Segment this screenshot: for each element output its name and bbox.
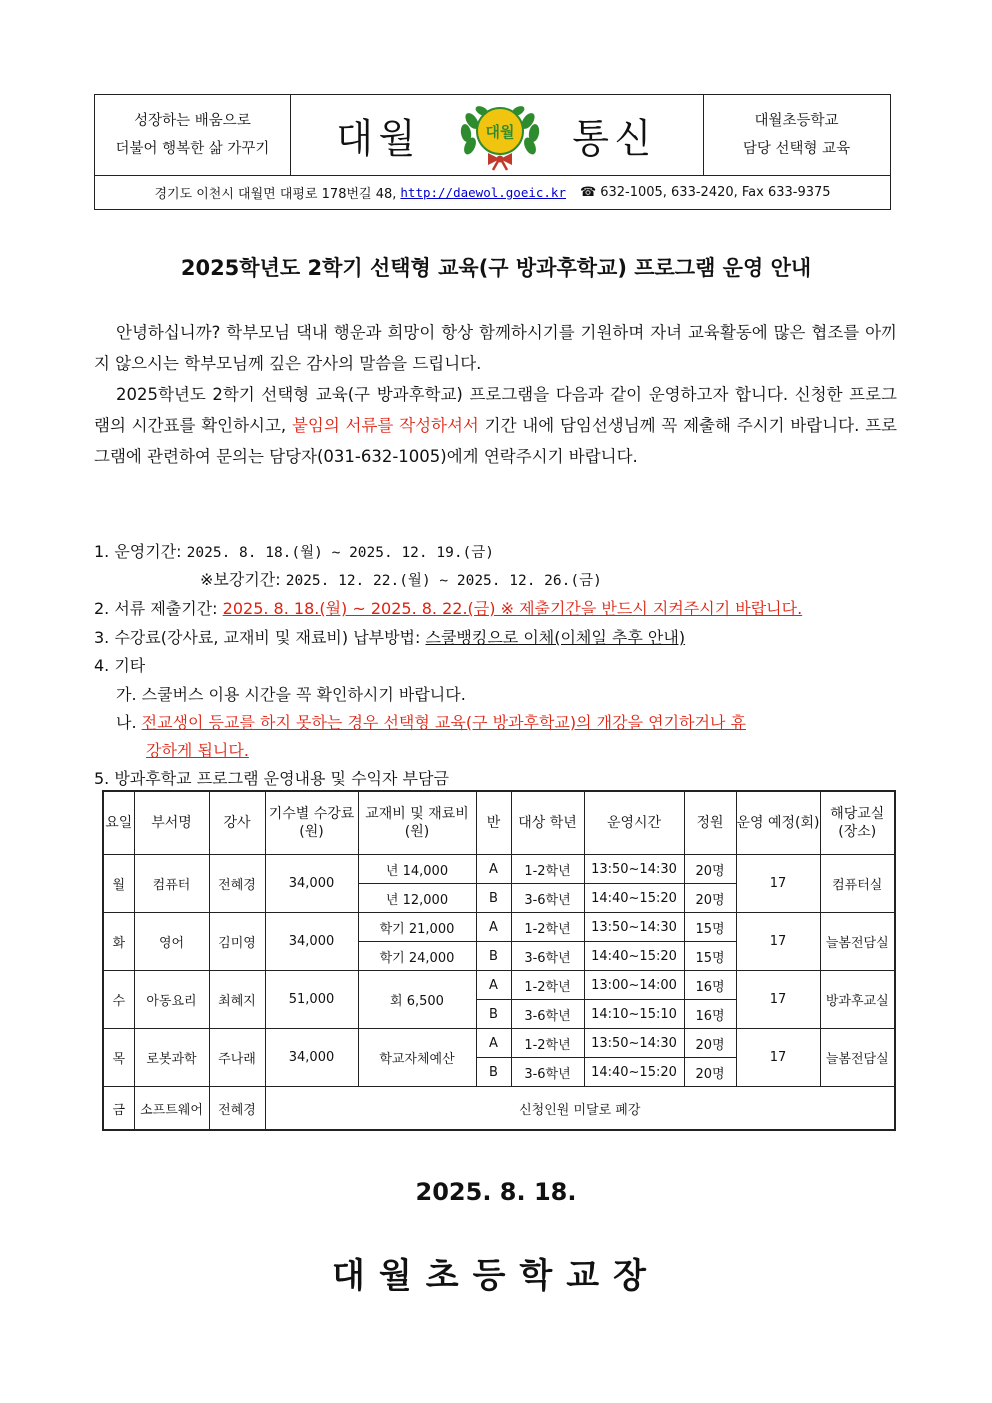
masthead-title-right: 통신 [571,115,657,162]
header-room: 해당교실 (장소) [820,791,895,855]
cell-time: 14:40~15:20 [584,884,684,913]
intro-text-2b: 기간 내에 담임선생님께 꼭 제출해 주시기 바랍니다. 프로그램에 관련하여 문의는 담당자(031-632-1005)에게 연락주시기 바랍니다. [94,416,897,466]
item-submission [94,596,802,619]
cell-capacity: 16명 [684,971,736,1000]
item-etc: 4. 기타 [94,656,146,675]
cell-room: 늘봄전담실 [820,913,895,971]
cell-fee: 51,000 [265,971,358,1029]
cell-sessions: 17 [736,855,820,913]
cell-grade: 1-2학년 [511,1029,584,1058]
cell-fee: 34,000 [265,913,358,971]
cell-time: 14:10~15:10 [584,1000,684,1029]
closure-prefix: 나. [116,713,142,732]
closure-line-2: 강하게 됩니다. [146,741,249,760]
cell-sessions: 17 [736,913,820,971]
period-label: 1. 운영기간: [94,542,187,561]
motto-line-2: 더불어 행복한 삶 가꾸기 [115,141,270,157]
cell-day: 금 [103,1087,134,1131]
header-capacity: 정원 [684,791,736,855]
item-etc-bus: 가. 스쿨버스 이용 시간을 꼭 확인하시기 바랍니다. [116,685,466,704]
cell-capacity: 20명 [684,884,736,913]
cell-capacity: 15명 [684,913,736,942]
header-fee: 기수별 수강료(원) [265,791,358,855]
program-schedule-table [102,790,896,1131]
item-period [94,539,494,562]
cell-material: 학교자체예산 [358,1029,476,1087]
payment-value: 스쿨뱅킹으로 이체(이체일 추후 안내) [425,628,686,647]
cell-day: 월 [103,855,134,913]
header-day: 요일 [103,791,134,855]
cell-time: 14:40~15:20 [584,942,684,971]
emblem-text: 대월 [485,123,514,141]
table-row [103,913,895,942]
cell-room: 컴퓨터실 [820,855,895,913]
header-dept: 부서명 [134,791,209,855]
cell-capacity: 20명 [684,855,736,884]
cell-teacher: 최혜지 [209,971,265,1029]
cell-capacity: 20명 [684,1029,736,1058]
phone-numbers: 632-1005, 633-2420, Fax 633-9375 [600,185,831,200]
masthead [290,95,704,175]
cell-grade: 3-6학년 [511,942,584,971]
issue-date: 2025. 8. 18. [415,1178,577,1206]
cell-sessions: 17 [736,1029,820,1087]
cell-day: 수 [103,971,134,1029]
cell-dept: 아동요리 [134,971,209,1029]
cell-fee: 34,000 [265,855,358,913]
table-row [103,1029,895,1058]
item-payment [94,625,685,648]
item-program-table-title: 5. 방과후학교 프로그램 운영내용 및 수익자 부담금 [94,769,449,788]
cell-grade: 1-2학년 [511,913,584,942]
cell-material: 학기 21,000 [358,913,476,942]
cell-class: A [476,855,511,884]
cell-class: A [476,913,511,942]
makeup-label: ※보강기간: [200,570,286,589]
intro-highlight: 붙임의 서류를 작성하셔서 [291,416,479,435]
header-teacher: 강사 [209,791,265,855]
period-value: 2025. 8. 18.(월) ~ 2025. 12. 19.(금) [186,545,495,561]
cell-class: B [476,884,511,913]
item-etc-closure-cont [146,738,249,761]
cell-grade: 3-6학년 [511,1000,584,1029]
intro-text-2a: 2025학년도 2학기 선택형 교육(구 방과후학교) 프로그램을 다음과 같이 운영하고자 합니다. 신청한 프로그램의 시간표를 확인하시고, [94,385,897,435]
address-bar [95,175,890,209]
cell-sessions: 17 [736,971,820,1029]
masthead-title-left: 대월 [336,115,422,162]
header-grade: 대상 학년 [511,791,584,855]
cell-time: 13:50~14:30 [584,855,684,884]
cell-time: 13:50~14:30 [584,913,684,942]
closure-line-1: 전교생이 등교를 하지 못하는 경우 선택형 교육(구 방과후학교)의 개강을 연기하거나 휴 [141,713,746,732]
address: 경기도 이천시 대월면 대평로 178번길 48, [154,187,397,202]
cell-fee: 34,000 [265,1029,358,1087]
cell-grade: 1-2학년 [511,855,584,884]
submission-value: 2025. 8. 18.(월) ~ 2025. 8. 22.(금) ※ 제출기간을 반드시 지켜주시기 바랍니다. [222,599,803,618]
cell-cancel-note: 신청인원 미달로 폐강 [265,1087,895,1131]
department: 담당 선택형 교육 [742,141,851,157]
payment-label: 3. 수강료(강사료, 교재비 및 재료비) 납부방법: [94,628,426,647]
table-row [103,971,895,1000]
motto-line-1: 성장하는 배움으로 [134,113,251,129]
header-sessions: 운영 예정(회) [736,791,820,855]
cell-time: 13:50~14:30 [584,1029,684,1058]
cell-material: 년 12,000 [358,884,476,913]
cell-class: B [476,1058,511,1087]
cell-dept: 소프트웨어 [134,1087,209,1131]
cell-teacher: 전혜경 [209,855,265,913]
intro-paragraph-1 [94,317,897,379]
cell-teacher: 주나래 [209,1029,265,1087]
table-row [103,855,895,884]
school-motto [95,95,291,175]
cell-teacher: 김미영 [209,913,265,971]
cell-time: 14:40~15:20 [584,1058,684,1087]
school-website-link[interactable]: http://daewol.goeic.kr [400,185,566,200]
cell-capacity: 20명 [684,1058,736,1087]
principal-signature: 대월초등학교장 [332,1256,660,1296]
school-name: 대월초등학교 [754,113,839,129]
school-info [703,95,890,175]
item-etc-closure [116,710,746,733]
table-header-row [103,791,895,855]
header-time: 운영시간 [584,791,684,855]
cell-material: 학기 24,000 [358,942,476,971]
cell-class: A [476,1029,511,1058]
cell-capacity: 15명 [684,942,736,971]
cell-class: B [476,942,511,971]
newsletter-header [94,94,891,210]
table-row [103,1087,895,1131]
cell-grade: 1-2학년 [511,971,584,1000]
cell-day: 목 [103,1029,134,1087]
submission-label: 2. 서류 제출기간: [94,599,223,618]
item-makeup-period [200,567,602,590]
cell-class: A [476,971,511,1000]
cell-teacher: 전혜경 [209,1087,265,1131]
cell-grade: 3-6학년 [511,1058,584,1087]
cell-room: 늘봄전담실 [820,1029,895,1087]
school-emblem-icon [450,99,550,171]
makeup-value: 2025. 12. 22.(월) ~ 2025. 12. 26.(금) [285,573,602,589]
cell-dept: 영어 [134,913,209,971]
header-material: 교재비 및 재료비(원) [358,791,476,855]
intro-paragraph-2 [94,379,897,472]
cell-room: 방과후교실 [820,971,895,1029]
header-class: 반 [476,791,511,855]
cell-capacity: 16명 [684,1000,736,1029]
document-title: 2025학년도 2학기 선택형 교육(구 방과후학교) 프로그램 운영 안내 [180,256,812,280]
cell-day: 화 [103,913,134,971]
intro-text-1: 안녕하십니까? 학부모님 댁내 행운과 희망이 항상 함께하시기를 기원하며 자녀 교육활동에 많은 협조를 아끼지 않으시는 학부모님께 깊은 감사의 말씀을 드립니다. [94,323,897,373]
cell-dept: 로봇과학 [134,1029,209,1087]
phone-icon: ☎ [579,185,597,200]
cell-grade: 3-6학년 [511,884,584,913]
cell-material: 회 6,500 [358,971,476,1029]
cell-material: 년 14,000 [358,855,476,884]
cell-dept: 컴퓨터 [134,855,209,913]
cell-class: B [476,1000,511,1029]
cell-time: 13:00~14:00 [584,971,684,1000]
